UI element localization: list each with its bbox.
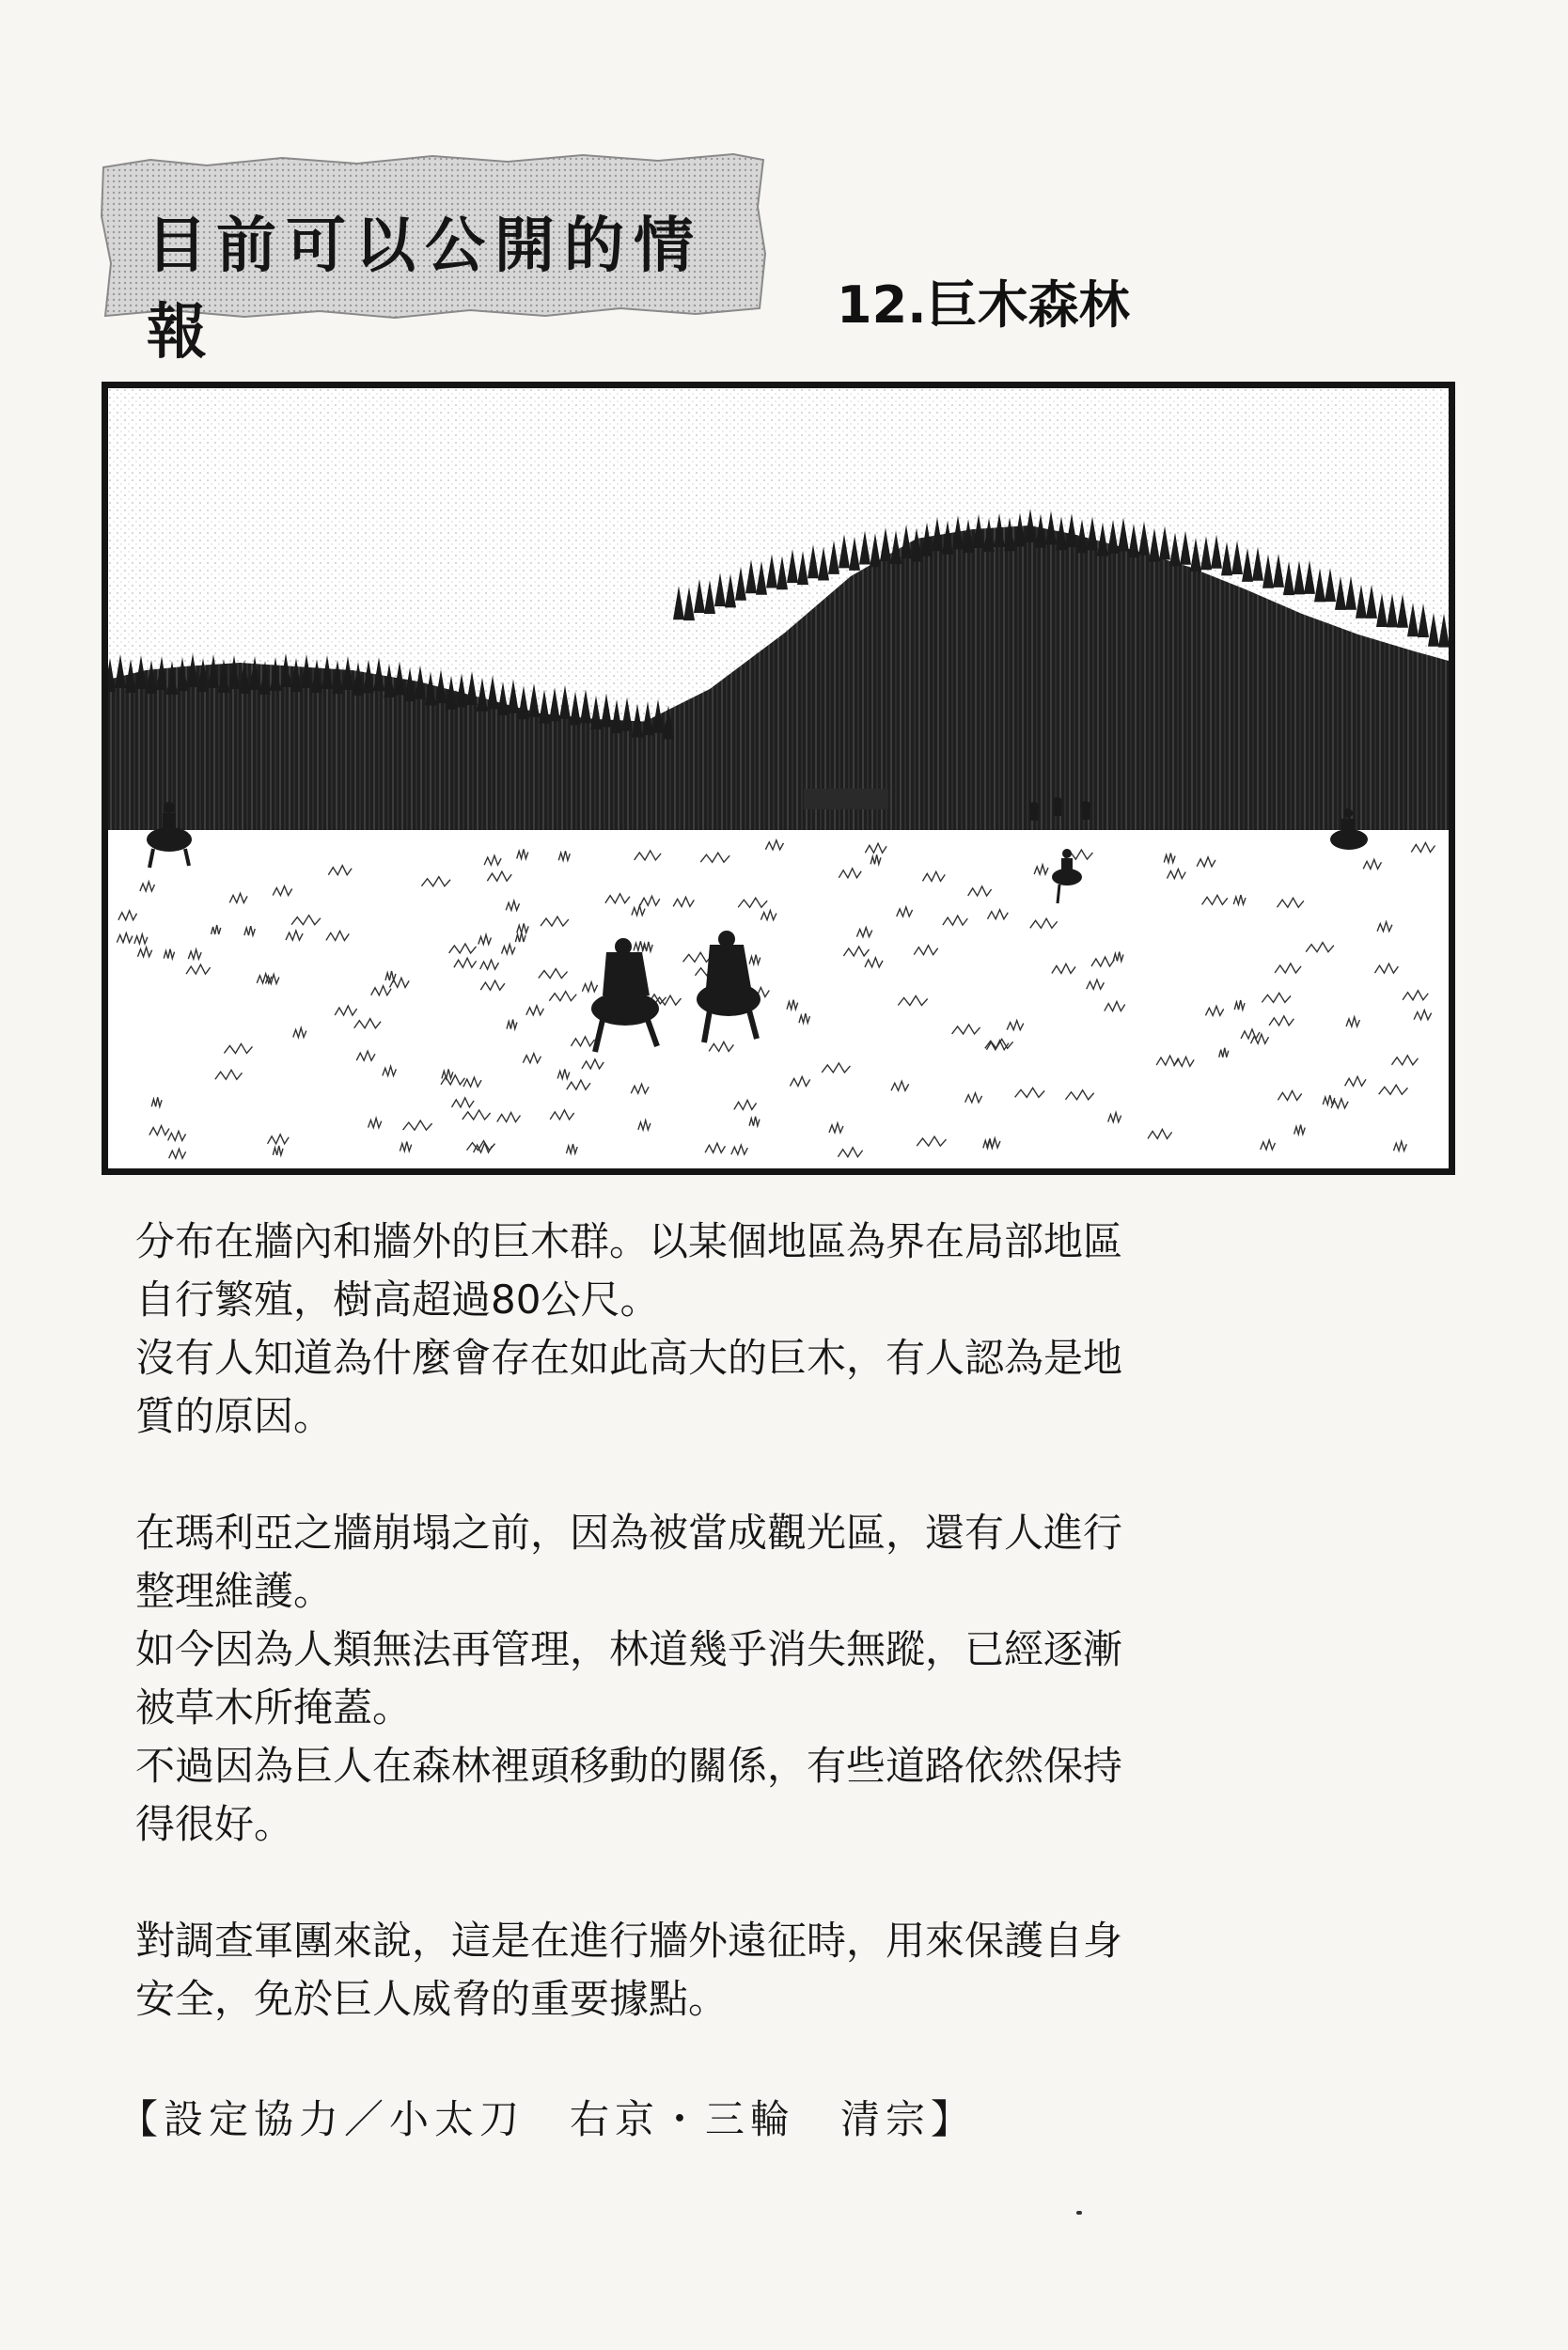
text-line: 如今因為人類無法再管理，林道幾乎消失無蹤，已經逐漸 [135, 1626, 1123, 1672]
forest-scene [108, 388, 1449, 1168]
paragraph-2 [135, 1504, 1433, 1854]
snow-field [108, 830, 1449, 1168]
heading-label [94, 150, 771, 368]
heading-label-text: 目前可以公開的情報 [147, 211, 703, 368]
credit-line: 【設定協力／小太刀 右京・三輪 清宗】 [118, 2096, 977, 2142]
forest-illustration [102, 382, 1455, 1175]
print-speck [1076, 2211, 1082, 2215]
text-line: 沒有人知道為什麼會存在如此高大的巨木，有人認為是地 [135, 1335, 1123, 1381]
text-line: 質的原因。 [135, 1393, 334, 1439]
paragraph-1 [135, 1213, 1433, 1446]
paragraph-3 [135, 1912, 1433, 2029]
body-text [135, 1213, 1433, 2029]
section-title: 12.巨木森林 [837, 275, 1130, 335]
text-line: 自行繁殖，樹高超過80公尺。 [135, 1277, 660, 1323]
text-line: 得很好。 [135, 1801, 294, 1847]
text-line: 安全，免於巨人威脅的重要據點。 [135, 1976, 729, 2022]
text-line: 不過因為巨人在森林裡頭移動的關係，有些道路依然保持 [135, 1743, 1123, 1789]
text-line: 在瑪利亞之牆崩塌之前，因為被當成觀光區，還有人進行 [135, 1510, 1123, 1556]
text-line: 分布在牆內和牆外的巨木群。以某個地區為界在局部地區 [135, 1218, 1123, 1264]
text-line: 整理維護。 [135, 1568, 334, 1614]
text-line: 被草木所掩蓋。 [135, 1684, 413, 1731]
distant-wagons [804, 789, 888, 809]
text-line: 對調查軍團來說，這是在進行牆外遠征時，用來保護自身 [135, 1918, 1123, 1964]
